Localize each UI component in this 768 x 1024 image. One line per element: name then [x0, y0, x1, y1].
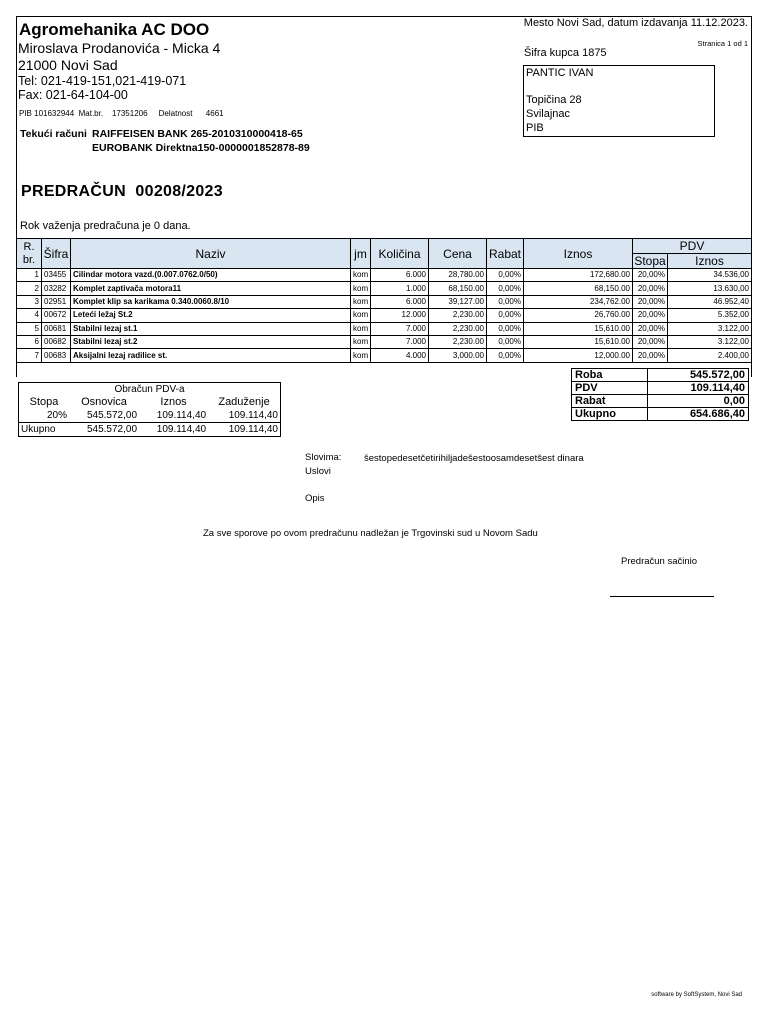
- row-vat-amount: 13.630,00: [668, 282, 752, 295]
- vat-row-osnovica: 545.572,00: [86, 410, 138, 421]
- row-vat-rate: 20,00%: [633, 269, 668, 282]
- row-unit: kom: [351, 322, 371, 335]
- table-row: [17, 269, 752, 282]
- row-quantity: 1.000: [371, 282, 429, 295]
- row-quantity: 12.000: [371, 309, 429, 322]
- vat-total-zaduzenje: 109.114,40: [208, 423, 280, 437]
- row-vat-amount: 3.122,00: [668, 322, 752, 335]
- row-amount: 15,610.00: [524, 335, 633, 348]
- row-vat-rate: 20,00%: [633, 349, 668, 362]
- row-number: 7: [17, 349, 42, 362]
- total-value: 109.114,40: [647, 382, 748, 395]
- row-number: 2: [17, 282, 42, 295]
- vat-head-iznos: Iznos: [160, 396, 187, 408]
- vat-row-zaduzenje: 109.114,40: [208, 409, 280, 423]
- total-roba: [572, 369, 749, 382]
- total-value: 545.572,00: [647, 369, 748, 382]
- row-vat-rate: 20,00%: [633, 295, 668, 308]
- company-city: 21000 Novi Sad: [18, 57, 118, 73]
- row-discount: 0,00%: [487, 282, 524, 295]
- row-code: 03282: [42, 282, 71, 295]
- row-price: 3,000.00: [429, 349, 487, 362]
- company-street: Miroslava Prodanovića - Micka 4: [18, 40, 221, 56]
- total-ukupno: [572, 408, 749, 421]
- row-price: 39,127.00: [429, 295, 487, 308]
- row-amount: 68,150.00: [524, 282, 633, 295]
- row-quantity: 7.000: [371, 335, 429, 348]
- col-cena: Cena: [429, 239, 487, 269]
- row-amount: 15,610.00: [524, 322, 633, 335]
- row-vat-amount: 5.352,00: [668, 309, 752, 322]
- row-discount: 0,00%: [487, 269, 524, 282]
- row-discount: 0,00%: [487, 322, 524, 335]
- row-unit: kom: [351, 309, 371, 322]
- uslovi-label: Uslovi: [305, 466, 331, 477]
- row-name: Aksijalni lezaj radilice st.: [71, 349, 351, 362]
- row-unit: kom: [351, 335, 371, 348]
- row-quantity: 6.000: [371, 295, 429, 308]
- row-vat-rate: 20,00%: [633, 322, 668, 335]
- col-pdv-stopa: Stopa: [634, 254, 666, 268]
- row-vat-amount: 34.536,00: [668, 269, 752, 282]
- slovima-value: šestopedesetčetirihiljadešestoosamdesetšest dinara: [364, 453, 584, 464]
- vat-summary-title: Obračun PDV-a: [19, 383, 281, 397]
- items-table: [16, 238, 752, 363]
- page-number: Stranica 1 od 1: [697, 39, 748, 48]
- row-price: 68,150.00: [429, 282, 487, 295]
- totals-table: [571, 368, 749, 421]
- total-pdv: [572, 382, 749, 395]
- row-quantity: 7.000: [371, 322, 429, 335]
- row-quantity: 4.000: [371, 349, 429, 362]
- row-price: 28,780.00: [429, 269, 487, 282]
- table-row: [17, 309, 752, 322]
- buyer-pib: PIB: [526, 122, 544, 134]
- row-vat-amount: 3.122,00: [668, 335, 752, 348]
- row-name: Komplet zaptivača motora11: [71, 282, 351, 295]
- vat-total-osnovica: 545.572,00: [69, 423, 139, 437]
- row-unit: kom: [351, 269, 371, 282]
- total-value: 654.686,40: [647, 408, 748, 421]
- row-unit: kom: [351, 295, 371, 308]
- row-quantity: 6.000: [371, 269, 429, 282]
- row-discount: 0,00%: [487, 335, 524, 348]
- total-label: Rabat: [572, 395, 648, 408]
- row-number: 4: [17, 309, 42, 322]
- col-naziv: Naziv: [71, 239, 351, 269]
- row-code: 00681: [42, 322, 71, 335]
- opis-label: Opis: [305, 493, 325, 504]
- table-row: [17, 349, 752, 362]
- row-vat-amount: 46.952,40: [668, 295, 752, 308]
- row-code: 02951: [42, 295, 71, 308]
- vat-total-iznos: 109.114,40: [139, 423, 208, 437]
- table-row: [17, 322, 752, 335]
- col-rbr: R. br.: [17, 239, 42, 269]
- customer-code: Šifra kupca 1875: [524, 47, 607, 59]
- software-credit: software by SoftSystem, Novi Sad: [651, 992, 742, 998]
- col-rabat: Rabat: [487, 239, 524, 269]
- vat-summary-table: [18, 382, 281, 437]
- col-jm: jm: [351, 239, 371, 269]
- table-row: [17, 282, 752, 295]
- company-ids: PIB 101632944 Mat.br. 17351206 Delatnost 4661: [19, 109, 224, 118]
- vat-total-label: Ukupno: [19, 423, 69, 437]
- row-number: 1: [17, 269, 42, 282]
- company-fax: Fax: 021-64-104-00: [18, 88, 128, 102]
- signature-line: [610, 596, 714, 597]
- row-name: Komplet klip sa karikama 0.340.0060.8/10: [71, 295, 351, 308]
- row-price: 2,230.00: [429, 309, 487, 322]
- row-number: 5: [17, 322, 42, 335]
- row-amount: 172,680.00: [524, 269, 633, 282]
- row-code: 00672: [42, 309, 71, 322]
- row-name: Stabilni lezaj st.2: [71, 335, 351, 348]
- row-discount: 0,00%: [487, 295, 524, 308]
- col-pdv-iznos: Iznos: [668, 254, 752, 269]
- table-row: [17, 335, 752, 348]
- slovima-label: Slovima:: [305, 452, 342, 463]
- buyer-name: PANTIC IVAN: [526, 67, 594, 79]
- total-label: PDV: [572, 382, 648, 395]
- total-value: 0,00: [647, 395, 748, 408]
- company-tel: Tel: 021-419-151,021-419-071: [18, 74, 187, 88]
- col-sifra: Šifra: [42, 239, 71, 269]
- buyer-box: [523, 65, 715, 137]
- total-label: Roba: [572, 369, 648, 382]
- validity-note: Rok važenja predračuna je 0 dana.: [20, 220, 191, 232]
- row-amount: 12,000.00: [524, 349, 633, 362]
- row-number: 3: [17, 295, 42, 308]
- row-vat-amount: 2.400,00: [668, 349, 752, 362]
- company-name: Agromehanika AC DOO: [19, 20, 210, 39]
- buyer-street: Topičina 28: [526, 94, 582, 106]
- vat-head-zaduzenje: Zaduženje: [208, 396, 280, 409]
- row-code: 00682: [42, 335, 71, 348]
- row-discount: 0,00%: [487, 309, 524, 322]
- col-pdv: PDV: [633, 239, 752, 254]
- vat-head-osnovica: Osnovica: [81, 396, 127, 408]
- row-discount: 0,00%: [487, 349, 524, 362]
- row-number: 6: [17, 335, 42, 348]
- vat-head-stopa: Stopa: [19, 396, 69, 409]
- row-code: 03455: [42, 269, 71, 282]
- bank-account-2: EUROBANK Direktna150-0000001852878-89: [92, 142, 310, 154]
- table-row: [17, 295, 752, 308]
- vat-row-stopa: 20%: [19, 409, 69, 423]
- bank-account-1: RAIFFEISEN BANK 265-2010310000418-65: [92, 128, 303, 140]
- row-amount: 234,762.00: [524, 295, 633, 308]
- row-amount: 26,760.00: [524, 309, 633, 322]
- col-iznos: Iznos: [524, 239, 633, 269]
- row-unit: kom: [351, 282, 371, 295]
- document-title: PREDRAČUN 00208/2023: [21, 183, 223, 200]
- place-date: Mesto Novi Sad, datum izdavanja 11.12.2023.: [523, 17, 748, 29]
- signed-by-label: Predračun sačinio: [621, 556, 698, 567]
- row-unit: kom: [351, 349, 371, 362]
- col-kolicina: Količina: [371, 239, 429, 269]
- row-name: Stabilni lezaj st.1: [71, 322, 351, 335]
- total-label: Ukupno: [572, 408, 648, 421]
- row-code: 00683: [42, 349, 71, 362]
- court-note: Za sve sporove po ovom predračunu nadležan je Trgovinski sud u Novom Sadu: [203, 528, 538, 539]
- row-vat-rate: 20,00%: [633, 309, 668, 322]
- accounts-label: Tekući računi: [20, 128, 87, 140]
- row-name: Cilindar motora vazd.(0.007.0762.0/50): [71, 269, 351, 282]
- vat-row-iznos: 109.114,40: [156, 410, 207, 421]
- row-vat-rate: 20,00%: [633, 335, 668, 348]
- items-body: [17, 269, 752, 363]
- row-price: 2,230.00: [429, 322, 487, 335]
- row-price: 2,230.00: [429, 335, 487, 348]
- row-name: Leteći ležaj St.2: [71, 309, 351, 322]
- buyer-city: Svilajnac: [526, 108, 571, 120]
- row-vat-rate: 20,00%: [633, 282, 668, 295]
- total-rabat: [572, 395, 749, 408]
